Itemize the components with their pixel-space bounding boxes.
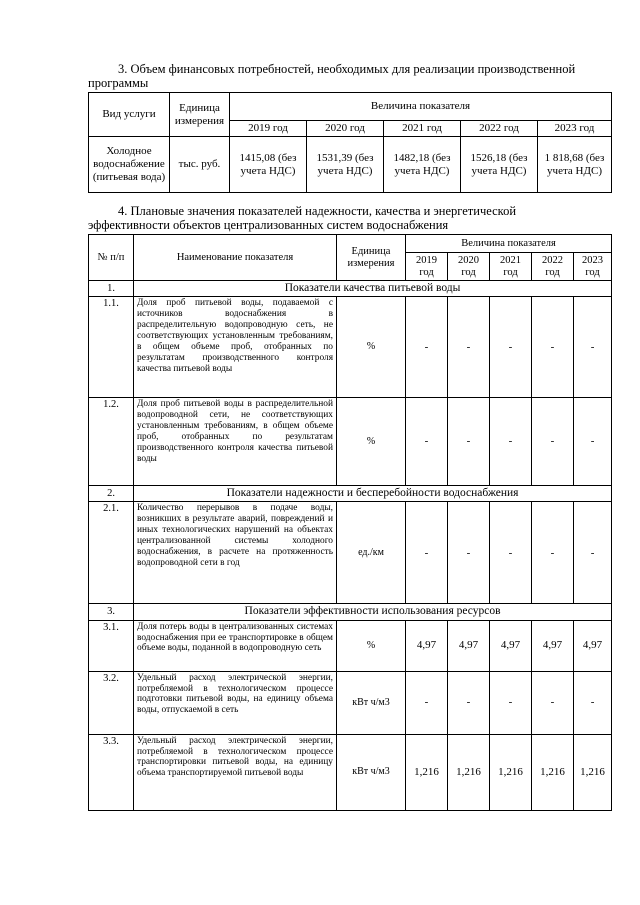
section3-heading — [88, 62, 610, 90]
row-value: 1 818,68 (без учета НДС) — [538, 137, 612, 193]
header-year: 2020 год — [307, 121, 384, 137]
indicator-row — [89, 502, 612, 604]
indicator-row — [89, 398, 612, 486]
row-num: 3.2. — [89, 671, 134, 734]
row-num: 2.1. — [89, 502, 134, 604]
header-value: Величина показателя — [406, 235, 612, 253]
indicators-table — [88, 234, 612, 811]
row-unit: % — [337, 297, 406, 398]
row-unit: кВт ч/м3 — [337, 671, 406, 734]
section4-heading — [88, 204, 610, 232]
row-value: - — [448, 671, 490, 734]
section-num: 3. — [89, 604, 134, 620]
row-value: - — [574, 297, 612, 398]
row-value: - — [406, 297, 448, 398]
row-value: - — [406, 502, 448, 604]
row-desc: Доля проб питьевой воды в распределительной водопроводной сети, не соответствующих установленным требованиям, в общем объеме проб, отобранных по результатам производственного контроля качества питьевой воды — [134, 398, 337, 486]
row-value: - — [490, 502, 532, 604]
row-value: 1,216 — [532, 734, 574, 810]
row-num: 3.1. — [89, 620, 134, 671]
section-num: 2. — [89, 486, 134, 502]
row-value: 1,216 — [406, 734, 448, 810]
section-title: Показатели качества питьевой воды — [134, 281, 612, 297]
row-value: 4,97 — [490, 620, 532, 671]
indicator-row — [89, 620, 612, 671]
row-value: 1526,18 (без учета НДС) — [461, 137, 538, 193]
row-unit: ед./км — [337, 502, 406, 604]
row-desc: Доля потерь воды в централизованных системах водоснабжения при ее транспортировке в общем объеме воды, поданной в водопроводную сеть — [134, 620, 337, 671]
row-value: - — [490, 398, 532, 486]
section-title: Показатели надежности и бесперебойности водоснабжения — [134, 486, 612, 502]
row-value: - — [574, 398, 612, 486]
row-desc: Удельный расход электрической энергии, потребляемой в технологическом процессе транспортировки питьевой воды, на единицу объема транспортируемой питьевой воды — [134, 734, 337, 810]
indicator-row — [89, 671, 612, 734]
row-value: - — [490, 671, 532, 734]
header-year: 2019 год — [406, 253, 448, 281]
row-value: 1,216 — [490, 734, 532, 810]
row-value: - — [574, 671, 612, 734]
indicator-row — [89, 734, 612, 810]
row-value: 1,216 — [448, 734, 490, 810]
header-num: № п/п — [89, 235, 134, 281]
section4-heading-line1: 4. Плановые значения показателей надежности, качества и энергетической — [118, 204, 517, 218]
row-value: 4,97 — [448, 620, 490, 671]
section3-heading-line1: 3. Объем финансовых потребностей, необходимых для реализации производственной — [118, 62, 576, 76]
row-unit: тыс. руб. — [170, 137, 230, 193]
row-value: - — [448, 297, 490, 398]
section-row — [89, 486, 612, 502]
row-value: 4,97 — [574, 620, 612, 671]
header-unit: Единица измерения — [170, 93, 230, 137]
indicator-row — [89, 297, 612, 398]
row-value: - — [532, 671, 574, 734]
row-unit: % — [337, 398, 406, 486]
header-unit: Единица измерения — [337, 235, 406, 281]
row-desc: Доля проб питьевой воды, подаваемой с источников водоснабжения в распределительную водопроводную сеть, не соответствующих установленным требованиям, в общем объеме проб, отобранных по результатам производственного контроля качества питьевой воды — [134, 297, 337, 398]
header-name: Наименование показателя — [134, 235, 337, 281]
row-value: 1531,39 (без учета НДС) — [307, 137, 384, 193]
row-num: 1.1. — [89, 297, 134, 398]
row-value: - — [406, 671, 448, 734]
row-desc: Количество перерывов в подаче воды, возникших в результате аварий, повреждений и иных технологических нарушений на объектах централизованной системы холодного водоснабжения, в расчете на протяженность водопроводной сети в год — [134, 502, 337, 604]
row-value: 1,216 — [574, 734, 612, 810]
row-unit: % — [337, 620, 406, 671]
section-num: 1. — [89, 281, 134, 297]
row-value: 1482,18 (без учета НДС) — [384, 137, 461, 193]
section4-heading-line2: эффективности объектов централизованных систем водоснабжения — [88, 218, 449, 232]
row-value: - — [574, 502, 612, 604]
row-desc: Удельный расход электрической энергии, потребляемой в технологическом процессе подготовки питьевой воды, на единицу объема воды, отпускаемой в сеть — [134, 671, 337, 734]
header-year: 2023 год — [574, 253, 612, 281]
header-year: 2020 год — [448, 253, 490, 281]
row-value: - — [406, 398, 448, 486]
row-value: - — [532, 502, 574, 604]
financial-needs-table — [88, 92, 612, 193]
section-title: Показатели эффективности использования ресурсов — [134, 604, 612, 620]
header-value: Величина показателя — [230, 93, 612, 121]
row-unit: кВт ч/м3 — [337, 734, 406, 810]
row-service: Холодное водоснабжение (питьевая вода) — [89, 137, 170, 193]
section3-heading-line2: программы — [88, 76, 149, 90]
header-year: 2021 год — [384, 121, 461, 137]
section-row — [89, 281, 612, 297]
header-year: 2022 год — [532, 253, 574, 281]
row-value: - — [532, 398, 574, 486]
section-row — [89, 604, 612, 620]
row-value: - — [448, 398, 490, 486]
header-year: 2021 год — [490, 253, 532, 281]
header-year: 2019 год — [230, 121, 307, 137]
row-value: 4,97 — [406, 620, 448, 671]
header-year: 2023 год — [538, 121, 612, 137]
row-value: 1415,08 (без учета НДС) — [230, 137, 307, 193]
row-value: - — [532, 297, 574, 398]
row-num: 1.2. — [89, 398, 134, 486]
row-value: - — [448, 502, 490, 604]
row-value: - — [490, 297, 532, 398]
header-service: Вид услуги — [89, 93, 170, 137]
row-value: 4,97 — [532, 620, 574, 671]
header-year: 2022 год — [461, 121, 538, 137]
row-num: 3.3. — [89, 734, 134, 810]
